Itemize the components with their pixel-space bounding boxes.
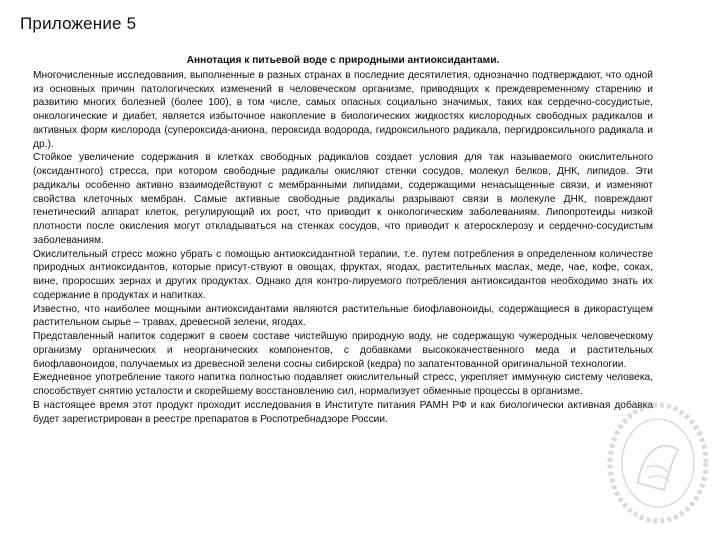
paragraph-research-status: В настоящее время этот продукт проходит исследования в Институте питания РАМН РФ и как биологически активная добавка будет зарегистрирован в реестре препаратов в Роспотребнадзоре России. — [33, 399, 653, 425]
paragraph-drink-composition: Представленный напиток содержит в своем составе чистейшую природную воду, не содержащую чужеродных человеческому организму органических и неорганических компонентов, с добавками высококачественного меда и растительных биофлавоноидов, получаемых из древесной зелени сосны сибирской (кедра) по запатентованной оригинальной технологии. — [33, 331, 653, 370]
paragraph-antioxidant-therapy: Окислительный стресс можно убрать с помощью антиоксидантной терапии, т.е. путем потребления в определенном количестве природных антиоксидантов, которые присут-ствуют в овощах, фруктах, ягодах, растительных маслах, меде, чае, кофе, соках, вине, проросших зернах и других продуктах. Однако для контро-лируемого потребления антиоксидантов необходимо знать их содержание в продуктах и напитках. — [33, 248, 653, 301]
paragraph-oxidative-stress: Стойкое увеличение содержания в клетках свободных радикалов создает условия для так называемого окислительного (оксидантного) стресса, при котором свободные радикалы окисляют стенки сосудов, молекул белков, ДНК, липидов. Эти радикалы особенно активно взаимодействуют с мембранными липидами, содержащими ненасыщенные связи, и изменяют свойства клеточных мембран. Самые активные свободные радикалы разрывают связи в молекуле ДНК, повреждают генетический аппарат клеток, регулирующий их рост, что приводит к онкологическим заболеваниям. Липопротеиды низкой плотности после окисления могут откладываться на стенках сосудов, что приводит к атеросклерозу и сердечно-сосудистым заболеваниям. — [33, 152, 653, 246]
paragraph-free-radicals: Многочисленные исследования, выполненные в разных странах в последние десятилетия, однозначно подтверждают, что одной из основных причин патологических изменений в человеческом организме, приводящих к преждевременному старению и развитию многих болезней (более 100), в том числе, самых опасных социально значимых, таких как сердечно-сосудистые, онкологические и диабет, является избыточное накопление в биологических жидкостях кислородных свободных радикалов и активных форм кислорода (супероксида-аниона, пероксида водорода, гидроксильного радикала, пергидроксильного радикала и др.). — [33, 69, 653, 150]
document-heading: Аннотация к питьевой воде с природными антиоксидантами. — [186, 55, 500, 66]
paragraph-bioflavonoids: Известно, что наиболее мощными антиоксидантами являются растительные биофлавоноиды, содержащиеся в дикорастущем растительном сырье – травах, древесной зелени, ягодах. — [33, 303, 653, 329]
paragraph-daily-use: Ежедневное употребление такого напитка полностью подавляет окислительный стресс, укрепляет иммунную систему человека, способствует снятию усталости и скорейшему восстановлению сил, нормализует обменные процессы в организме. — [33, 372, 653, 397]
seal-watermark-icon — [598, 398, 708, 528]
annotation-document — [33, 54, 653, 426]
slide-title: Приложение 5 — [20, 14, 137, 33]
